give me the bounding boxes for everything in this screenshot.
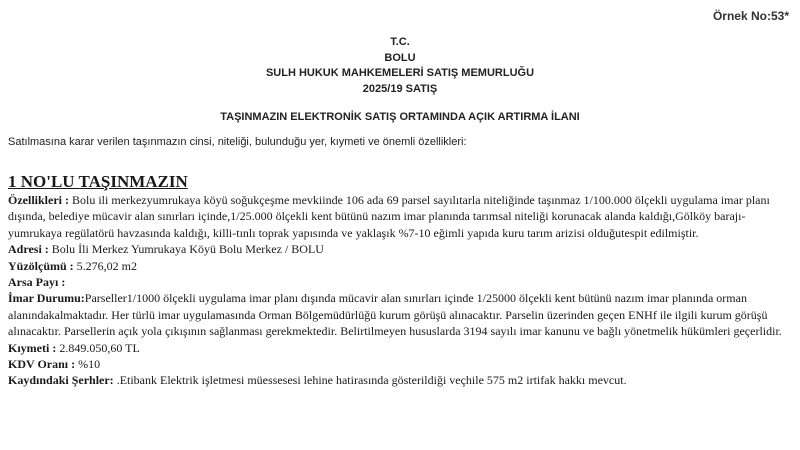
intro-text: Satılmasına karar verilen taşınmazın cinsi, niteliği, bulunduğu yer, kıymeti ve önemli özellikleri:	[8, 136, 467, 148]
area-field	[8, 258, 788, 274]
address-label: Adresi :	[8, 242, 49, 257]
address-field	[8, 241, 788, 257]
features-label: Özellikleri :	[8, 193, 69, 207]
features-value: Bolu ili merkezyumrukaya köyü soğukçeşme mevkiinde 106 ada 69 parsel sayılıtarla niteliğinde taşınmaz 1/100.000 ölçekli uygulama imar planı dışında, belediye mücavir alan sınırları içinde,1/25.000 ölçekli kent bütünü nazım imar planında tarımsal niteliği korunacak alanda kaldığı,Gölköy barajı-yumrukaya regülatörü havzasında kaldığı, killi-tınlı toprak yapısında ve yaklaşık %7-10 eğimli yapıda kuru tarım arizisi olduğutespit edilmiştir.	[8, 193, 770, 240]
header-state: T.C.	[390, 36, 410, 48]
value-field	[8, 340, 788, 356]
share-field	[8, 274, 788, 290]
sample-number: Örnek No:53*	[712, 9, 789, 23]
header-city: BOLU	[384, 51, 416, 64]
area-value: 5.276,02 m2	[73, 258, 138, 273]
encumbrance-field	[8, 372, 788, 388]
area-label: Yüzölçümü :	[8, 258, 74, 273]
vat-label: KDV Oranı :	[8, 357, 76, 372]
features-field	[8, 192, 788, 241]
vat-value: %10	[75, 357, 101, 372]
encumbrance-value: .Etibank Elektrik işletmesi müessesesi lehine hatirasında gösterildiği veçhile 575 m2 irtifak hakkı mevcut.	[113, 373, 627, 388]
value-label: Kıymeti :	[8, 340, 57, 355]
address-value: Bolu İli Merkez Yumrukaya Köyü Bolu Merkez / BOLU	[48, 242, 324, 257]
zoning-value: Parseller1/1000 ölçekli uygulama imar planı dışında mücavir alan sınırları içinde 1/25000 ölçekli kent bütünü nazım imar planında orman alanındakalmaktadır. Her türlü imar uygulamasında Orman Bölgemüdürlüğü kurum görüşü alınacaktır. Parselin üzerinden geçen ENHf ile ilgili kurum görüşü alınacaktır. Parsellerin açık yola çıkışının sağlanması gerekmektedir. Belirtilmeyen hususlarda 3194 sayılı imar kanunu ve bağlı yönetmelik hükümleri geçerlidir.	[8, 291, 782, 339]
value-amount: 2.849.050,60 TL	[56, 340, 140, 355]
document-header	[0, 35, 800, 97]
zoning-label: İmar Durumu:	[8, 291, 85, 306]
notice-title: TAŞINMAZIN ELEKTRONİK SATIŞ ORTAMINDA AÇIK ARTIRMA İLANI	[220, 111, 580, 123]
property-section	[8, 172, 788, 389]
vat-field	[8, 356, 788, 372]
header-office: SULH HUKUK MAHKEMELERİ SATIŞ MEMURLUĞU	[265, 67, 535, 79]
share-label: Arsa Payı :	[8, 275, 66, 290]
zoning-field	[8, 290, 788, 339]
header-case-number: 2025/19 SATIŞ	[362, 82, 438, 95]
encumbrance-label: Kaydındaki Şerhler:	[8, 373, 114, 388]
property-heading: 1 NO'LU TAŞINMAZIN	[8, 172, 188, 191]
